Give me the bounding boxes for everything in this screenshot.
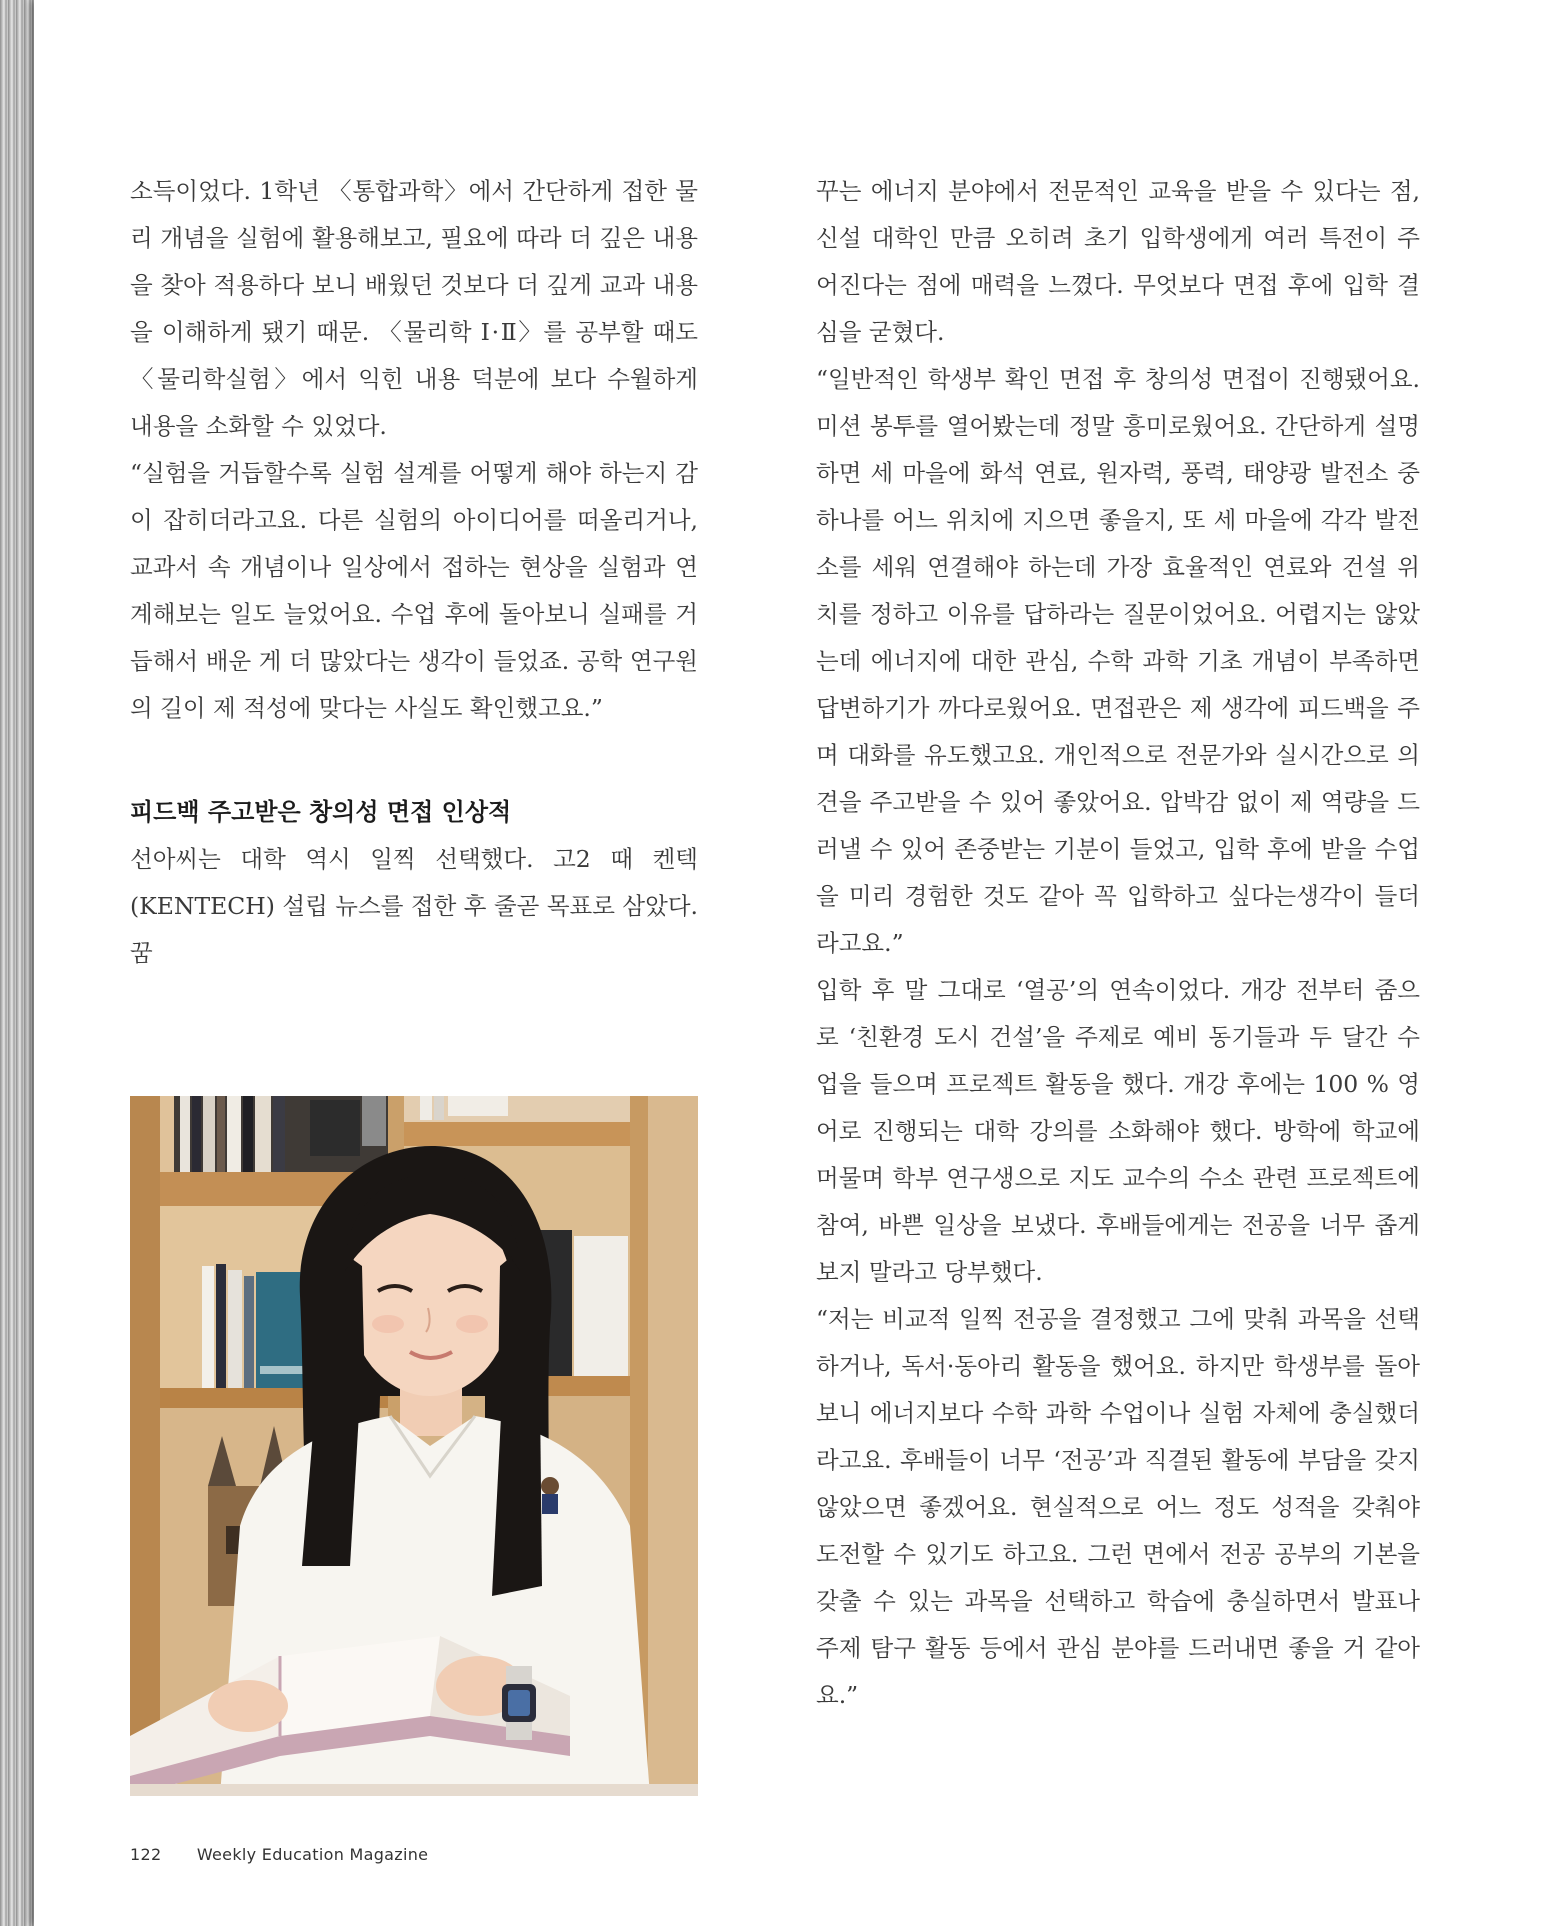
magazine-name: Weekly Education Magazine [196, 1845, 429, 1864]
quote-paragraph: “실험을 거듭할수록 실험 설계를 어떻게 해야 하는지 감이 잡히더라고요. 다른 실험의 아이디어를 떠올리거나, 교과서 속 개념이나 일상에서 접하는 현상을 실험과 연계해보는 일도 늘었어요. 수업 후에 돌아보니 실패를 거듭해서 배운 게 더 많았다는 생각이 들었죠. 공학 연구원의 길이 제 적성에 맞다는 사실도 확인했고요.” [130, 459, 698, 722]
student-photo [130, 1096, 698, 1796]
page-footer [130, 1845, 428, 1864]
magazine-page [34, 0, 1547, 1926]
body-paragraph: 입학 후 말 그대로 ‘열공’의 연속이었다. 개강 전부터 줌으로 ‘친환경 도시 건설’을 주제로 예비 동기들과 두 달간 수업을 들으며 프로젝트 활동을 했다. 개강 후에는 100 % 영어로 진행되는 대학 강의를 소화해야 했다. 방학에 학교에 머물며 학부 연구생으로 지도 교수의 수소 관련 프로젝트에 참여, 바쁜 일상을 보냈다. 후배들에게는 전공을 너무 좁게 보지 말라고 당부했다. [816, 976, 1420, 1286]
section-heading: 피드백 주고받은 창의성 면접 인상적 [130, 798, 512, 826]
body-paragraph: 선아씨는 대학 역시 일찍 선택했다. 고2 때 켄텍(KENTECH) 설립 뉴스를 접한 후 줄곧 목표로 삼았다. 꿈 [130, 845, 698, 967]
body-paragraph: 꾸는 에너지 분야에서 전문적인 교육을 받을 수 있다는 점, 신설 대학인 만큼 오히려 초기 입학생에게 여러 특전이 주어진다는 점에 매력을 느꼈다. 무엇보다 면접 후에 입학 결심을 굳혔다. [816, 177, 1420, 346]
left-text-column [130, 168, 698, 977]
body-paragraph: 소득이었다. 1학년 〈통합과학〉에서 간단하게 접한 물리 개념을 실험에 활용해보고, 필요에 따라 더 깊은 내용을 찾아 적용하다 보니 배웠던 것보다 더 깊게 교과 내용을 이해하게 됐기 때문. 〈물리학 Ⅰ·Ⅱ〉를 공부할 때도 〈물리학실험〉에서 익힌 내용 덕분에 보다 수월하게 내용을 소화할 수 있었다. [130, 177, 698, 440]
quote-paragraph: “저는 비교적 일찍 전공을 결정했고 그에 맞춰 과목을 선택하거나, 독서·동아리 활동을 했어요. 하지만 학생부를 돌아보니 에너지보다 수학 과학 수업이나 실험 자체에 충실했더라고요. 후배들이 너무 ‘전공’과 직결된 활동에 부담을 갖지 않았으면 좋겠어요. 현실적으로 어느 정도 성적을 갖춰야 도전할 수 있기도 하고요. 그런 면에서 전공 공부의 기본을 갖출 수 있는 과목을 선택하고 학습에 충실하면서 발표나 주제 탐구 활동 등에서 관심 분야를 드러내면 좋을 거 같아요.” [816, 1305, 1420, 1709]
page-number: 122 [130, 1845, 162, 1864]
quote-paragraph: “일반적인 학생부 확인 면접 후 창의성 면접이 진행됐어요. 미션 봉투를 열어봤는데 정말 흥미로웠어요. 간단하게 설명하면 세 마을에 화석 연료, 원자력, 풍력, 태양광 발전소 중 하나를 어느 위치에 지으면 좋을지, 또 세 마을에 각각 발전소를 세워 연결해야 하는데 가장 효율적인 연료와 건설 위치를 정하고 이유를 답하라는 질문이었어요. 어렵지는 않았는데 에너지에 대한 관심, 수학 과학 기초 개념이 부족하면 답변하기가 까다로웠어요. 면접관은 제 생각에 피드백을 주며 대화를 유도했고요. 개인적으로 전문가와 실시간으로 의견을 주고받을 수 있어 좋았어요. 압박감 없이 제 역량을 드러낼 수 있어 존중받는 기분이 들었고, 입학 후에 받을 수업을 미리 경험한 것도 같아 꼭 입학하고 싶다는생각이 들더라고요.” [816, 365, 1420, 957]
right-text-column [816, 168, 1420, 1719]
